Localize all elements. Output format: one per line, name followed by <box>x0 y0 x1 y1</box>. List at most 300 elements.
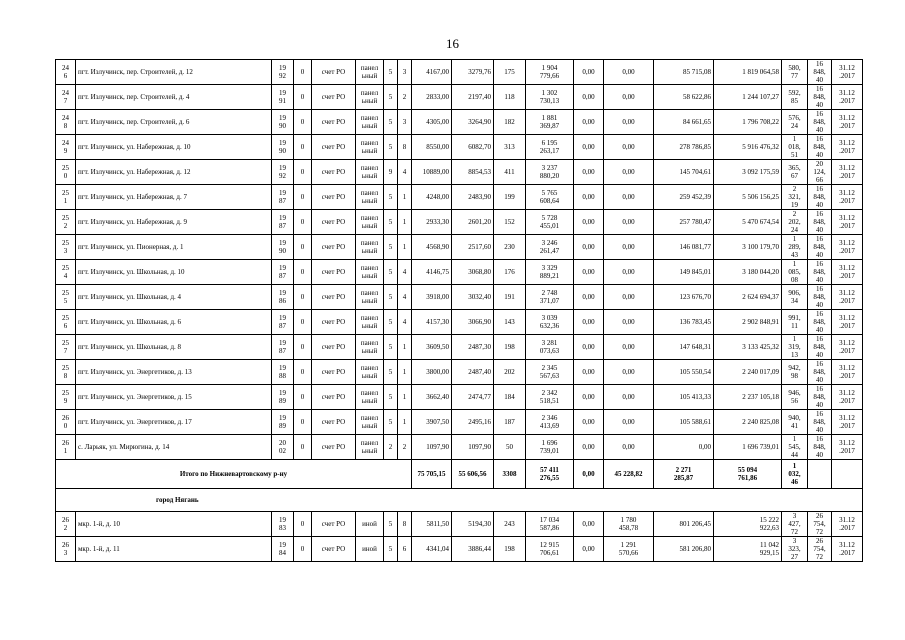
unit-cost-cell: 576, 24 <box>782 110 808 135</box>
living-area-cell: 2601,20 <box>452 210 494 235</box>
entrances-cell: 4 <box>398 260 412 285</box>
total-empty-1 <box>808 460 832 489</box>
wall-material-cell: панел ьный <box>356 335 384 360</box>
total-cost-cell: 1 696 739,01 <box>526 435 574 460</box>
row-number-cell: 25 2 <box>56 210 76 235</box>
deadline-date-cell: 31.12 .2017 <box>832 160 863 185</box>
max-unit-cost-cell: 16 848, 40 <box>808 335 832 360</box>
unit-cost-cell: 3 323, 27 <box>782 537 808 562</box>
zero-value-cell: 0 <box>294 310 312 335</box>
cost-regional-cell: 0,00 <box>604 160 654 185</box>
unit-cost-cell: 1 545, 44 <box>782 435 808 460</box>
cost-local-cell: 149 845,01 <box>654 260 714 285</box>
entrances-cell: 8 <box>398 512 412 537</box>
address-cell: с. Ларьяк, ул. Мирюгина, д. 14 <box>76 435 272 460</box>
floors-cell: 5 <box>384 335 398 360</box>
entrances-cell: 2 <box>398 435 412 460</box>
total-cost-cell: 17 034 587,86 <box>526 512 574 537</box>
deadline-date-cell: 31.12 .2017 <box>832 385 863 410</box>
cost-federal-cell: 0,00 <box>574 160 604 185</box>
table-total <box>56 460 863 512</box>
max-unit-cost-cell: 16 848, 40 <box>808 260 832 285</box>
total-area-cell: 3907,50 <box>412 410 452 435</box>
max-unit-cost-cell: 16 848, 40 <box>808 185 832 210</box>
entrances-cell: 1 <box>398 335 412 360</box>
entrances-cell: 2 <box>398 85 412 110</box>
max-unit-cost-cell: 16 848, 40 <box>808 60 832 85</box>
cost-owners-cell: 2 624 694,37 <box>714 285 782 310</box>
living-area-cell: 8854,53 <box>452 160 494 185</box>
account-type-cell: счет РО <box>312 185 356 210</box>
cost-local-cell: 581 206,80 <box>654 537 714 562</box>
entrances-cell: 8 <box>398 135 412 160</box>
unit-cost-cell: 942, 98 <box>782 360 808 385</box>
cost-regional-cell: 0,00 <box>604 335 654 360</box>
cost-federal-cell: 0,00 <box>574 135 604 160</box>
account-type-cell: счет РО <box>312 435 356 460</box>
unit-cost-cell: 1 018, 51 <box>782 135 808 160</box>
living-area-cell: 3264,90 <box>452 110 494 135</box>
table-row <box>56 210 863 235</box>
address-cell: пгт. Излучинск, ул. Школьная, д. 6 <box>76 310 272 335</box>
unit-cost-cell: 1 319, 13 <box>782 335 808 360</box>
account-type-cell: счет РО <box>312 60 356 85</box>
residents-cell: 313 <box>494 135 526 160</box>
cost-regional-cell: 0,00 <box>604 135 654 160</box>
total-label: Итого по Нижневартовскому р-ну <box>56 460 412 489</box>
row-number-cell: 26 1 <box>56 435 76 460</box>
cost-federal-cell: 0,00 <box>574 110 604 135</box>
cost-local-cell: 146 081,77 <box>654 235 714 260</box>
floors-cell: 5 <box>384 310 398 335</box>
floors-cell: 5 <box>384 260 398 285</box>
table-row <box>56 537 863 562</box>
address-cell: пгт. Излучинск, ул. Школьная, д. 8 <box>76 335 272 360</box>
cost-local-cell: 105 413,33 <box>654 385 714 410</box>
wall-material-cell: панел ьный <box>356 385 384 410</box>
floors-cell: 5 <box>384 210 398 235</box>
zero-value-cell: 0 <box>294 435 312 460</box>
total-area-cell: 4341,04 <box>412 537 452 562</box>
zero-value-cell: 0 <box>294 410 312 435</box>
max-unit-cost-cell: 16 848, 40 <box>808 235 832 260</box>
table-row <box>56 285 863 310</box>
table-row <box>56 85 863 110</box>
wall-material-cell: панел ьный <box>356 410 384 435</box>
table-row <box>56 512 863 537</box>
entrances-cell: 1 <box>398 210 412 235</box>
deadline-date-cell: 31.12 .2017 <box>832 135 863 160</box>
entrances-cell: 4 <box>398 285 412 310</box>
row-number-cell: 25 7 <box>56 335 76 360</box>
deadline-date-cell: 31.12 .2017 <box>832 185 863 210</box>
total-area-cell: 2933,30 <box>412 210 452 235</box>
unit-cost-cell: 1 085, 08 <box>782 260 808 285</box>
total-area-cell: 5811,50 <box>412 512 452 537</box>
residents-cell: 191 <box>494 285 526 310</box>
total-row <box>56 460 863 489</box>
cost-federal-cell: 0,00 <box>574 410 604 435</box>
wall-material-cell: панел ьный <box>356 435 384 460</box>
cost-local-cell: 58 622,86 <box>654 85 714 110</box>
build-year-cell: 19 87 <box>272 260 294 285</box>
cost-owners-cell: 2 237 105,18 <box>714 385 782 410</box>
address-cell: пгт. Излучинск, ул. Школьная, д. 10 <box>76 260 272 285</box>
unit-cost-cell: 592, 85 <box>782 85 808 110</box>
floors-cell: 5 <box>384 60 398 85</box>
floors-cell: 5 <box>384 235 398 260</box>
cost-owners-cell: 2 240 825,08 <box>714 410 782 435</box>
residents-cell: 411 <box>494 160 526 185</box>
total-cost-cell: 2 748 371,07 <box>526 285 574 310</box>
row-number-cell: 26 0 <box>56 410 76 435</box>
address-cell: пгт. Излучинск, ул. Набережная, д. 9 <box>76 210 272 235</box>
cost-local-cell: 0,00 <box>654 435 714 460</box>
max-unit-cost-cell: 16 848, 40 <box>808 435 832 460</box>
floors-cell: 5 <box>384 385 398 410</box>
entrances-cell: 1 <box>398 235 412 260</box>
address-cell: пгт. Излучинск, ул. Энергетиков, д. 17 <box>76 410 272 435</box>
total-cost-cell: 6 195 263,17 <box>526 135 574 160</box>
deadline-date-cell: 31.12 .2017 <box>832 110 863 135</box>
table-row <box>56 110 863 135</box>
deadline-date-cell: 31.12 .2017 <box>832 360 863 385</box>
max-unit-cost-cell: 16 848, 40 <box>808 135 832 160</box>
cost-regional-cell: 0,00 <box>604 410 654 435</box>
residents-cell: 184 <box>494 385 526 410</box>
table-body-nizhnevartovsk <box>56 60 863 460</box>
floors-cell: 5 <box>384 360 398 385</box>
cost-local-cell: 147 648,31 <box>654 335 714 360</box>
account-type-cell: счет РО <box>312 85 356 110</box>
build-year-cell: 19 90 <box>272 235 294 260</box>
row-number-cell: 25 5 <box>56 285 76 310</box>
entrances-cell: 6 <box>398 537 412 562</box>
deadline-date-cell: 31.12 .2017 <box>832 435 863 460</box>
deadline-date-cell: 31.12 .2017 <box>832 285 863 310</box>
deadline-date-cell: 31.12 .2017 <box>832 512 863 537</box>
deadline-date-cell: 31.12 .2017 <box>832 85 863 110</box>
residents-cell: 187 <box>494 410 526 435</box>
total-area2: 55 606,56 <box>452 460 494 489</box>
build-year-cell: 19 92 <box>272 60 294 85</box>
living-area-cell: 3068,80 <box>452 260 494 285</box>
zero-value-cell: 0 <box>294 110 312 135</box>
deadline-date-cell: 31.12 .2017 <box>832 537 863 562</box>
address-cell: пгт. Излучинск, ул. Пионерная, д. 1 <box>76 235 272 260</box>
total-cost: 57 411 276,55 <box>526 460 574 489</box>
row-number-cell: 26 2 <box>56 512 76 537</box>
address-cell: пгт. Излучинск, ул. Набережная, д. 7 <box>76 185 272 210</box>
zero-value-cell: 0 <box>294 260 312 285</box>
address-cell: пгт. Излучинск, ул. Набережная, д. 12 <box>76 160 272 185</box>
entrances-cell: 1 <box>398 410 412 435</box>
wall-material-cell: панел ьный <box>356 135 384 160</box>
account-type-cell: счет РО <box>312 210 356 235</box>
deadline-date-cell: 31.12 .2017 <box>832 335 863 360</box>
total-cost-cell: 1 904 779,66 <box>526 60 574 85</box>
zero-value-cell: 0 <box>294 60 312 85</box>
living-area-cell: 2474,77 <box>452 385 494 410</box>
floors-cell: 5 <box>384 135 398 160</box>
wall-material-cell: панел ьный <box>356 310 384 335</box>
total-empty-2 <box>832 460 863 489</box>
residents-cell: 202 <box>494 360 526 385</box>
total-area-cell: 2833,00 <box>412 85 452 110</box>
floors-cell: 5 <box>384 285 398 310</box>
floors-cell: 2 <box>384 435 398 460</box>
total-area-cell: 4157,30 <box>412 310 452 335</box>
total-cost-cell: 12 915 706,61 <box>526 537 574 562</box>
cost-owners-cell: 15 222 922,63 <box>714 512 782 537</box>
table-row <box>56 335 863 360</box>
wall-material-cell: панел ьный <box>356 210 384 235</box>
table-body-nyagan <box>56 512 863 562</box>
unit-cost-cell: 991, 11 <box>782 310 808 335</box>
residents-cell: 175 <box>494 60 526 85</box>
cost-local-cell: 145 704,61 <box>654 160 714 185</box>
cost-owners-cell: 3 133 425,32 <box>714 335 782 360</box>
unit-cost-cell: 906, 34 <box>782 285 808 310</box>
total-cost-cell: 2 345 567,63 <box>526 360 574 385</box>
account-type-cell: счет РО <box>312 335 356 360</box>
cost-federal-cell: 0,00 <box>574 512 604 537</box>
cost-owners-cell: 3 180 044,20 <box>714 260 782 285</box>
cost-federal-cell: 0,00 <box>574 435 604 460</box>
row-number-cell: 25 3 <box>56 235 76 260</box>
total-area-cell: 4305,00 <box>412 110 452 135</box>
build-year-cell: 19 86 <box>272 285 294 310</box>
wall-material-cell: панел ьный <box>356 60 384 85</box>
total-cost-cell: 3 329 889,21 <box>526 260 574 285</box>
total-area-cell: 4167,00 <box>412 60 452 85</box>
max-unit-cost-cell: 16 848, 40 <box>808 110 832 135</box>
cost-federal-cell: 0,00 <box>574 310 604 335</box>
residents-cell: 152 <box>494 210 526 235</box>
entrances-cell: 4 <box>398 310 412 335</box>
floors-cell: 5 <box>384 85 398 110</box>
entrances-cell: 1 <box>398 185 412 210</box>
zero-value-cell: 0 <box>294 360 312 385</box>
total-area-cell: 4248,00 <box>412 185 452 210</box>
cost-owners-cell: 5 470 674,54 <box>714 210 782 235</box>
cost-owners-cell: 3 100 179,70 <box>714 235 782 260</box>
table-row <box>56 60 863 85</box>
build-year-cell: 19 90 <box>272 135 294 160</box>
deadline-date-cell: 31.12 .2017 <box>832 260 863 285</box>
build-year-cell: 19 88 <box>272 360 294 385</box>
unit-cost-cell: 2 202, 24 <box>782 210 808 235</box>
cost-local-cell: 257 780,47 <box>654 210 714 235</box>
entrances-cell: 1 <box>398 385 412 410</box>
wall-material-cell: панел ьный <box>356 160 384 185</box>
cost-regional-cell: 0,00 <box>604 110 654 135</box>
build-year-cell: 19 87 <box>272 335 294 360</box>
account-type-cell: счет РО <box>312 512 356 537</box>
cost-federal-cell: 0,00 <box>574 260 604 285</box>
residents-cell: 199 <box>494 185 526 210</box>
account-type-cell: счет РО <box>312 537 356 562</box>
table-row <box>56 185 863 210</box>
total-area-cell: 3918,00 <box>412 285 452 310</box>
address-cell: пгт. Излучинск, пер. Строителей, д. 6 <box>76 110 272 135</box>
cost-owners-cell: 2 240 017,09 <box>714 360 782 385</box>
address-cell: пгт. Излучинск, ул. Энергетиков, д. 15 <box>76 385 272 410</box>
account-type-cell: счет РО <box>312 360 356 385</box>
build-year-cell: 19 90 <box>272 110 294 135</box>
cost-regional-cell: 0,00 <box>604 310 654 335</box>
cost-regional-cell: 0,00 <box>604 60 654 85</box>
max-unit-cost-cell: 26 754, 72 <box>808 512 832 537</box>
unit-cost-cell: 946, 56 <box>782 385 808 410</box>
cost-owners-cell: 1 819 064,58 <box>714 60 782 85</box>
row-number-cell: 26 3 <box>56 537 76 562</box>
floors-cell: 9 <box>384 160 398 185</box>
table-row <box>56 310 863 335</box>
wall-material-cell: иной <box>356 537 384 562</box>
entrances-cell: 3 <box>398 60 412 85</box>
total-v5: 1 032, 46 <box>782 460 808 489</box>
total-v2: 45 228,82 <box>604 460 654 489</box>
wall-material-cell: панел ьный <box>356 85 384 110</box>
wall-material-cell: иной <box>356 512 384 537</box>
build-year-cell: 19 87 <box>272 185 294 210</box>
total-v4: 55 094 761,86 <box>714 460 782 489</box>
account-type-cell: счет РО <box>312 235 356 260</box>
residents-cell: 198 <box>494 335 526 360</box>
unit-cost-cell: 580, 77 <box>782 60 808 85</box>
zero-value-cell: 0 <box>294 537 312 562</box>
residents-cell: 182 <box>494 110 526 135</box>
account-type-cell: счет РО <box>312 110 356 135</box>
section-title: город Нягань <box>56 489 863 512</box>
row-number-cell: 25 9 <box>56 385 76 410</box>
living-area-cell: 2483,90 <box>452 185 494 210</box>
address-cell: мкр. 1-й, д. 10 <box>76 512 272 537</box>
total-area-cell: 3609,50 <box>412 335 452 360</box>
living-area-cell: 3066,90 <box>452 310 494 335</box>
row-number-cell: 25 6 <box>56 310 76 335</box>
floors-cell: 5 <box>384 512 398 537</box>
living-area-cell: 3886,44 <box>452 537 494 562</box>
table-row <box>56 260 863 285</box>
zero-value-cell: 0 <box>294 512 312 537</box>
cost-federal-cell: 0,00 <box>574 185 604 210</box>
total-area1: 75 705,15 <box>412 460 452 489</box>
living-area-cell: 5194,30 <box>452 512 494 537</box>
section-row <box>56 489 863 512</box>
cost-federal-cell: 0,00 <box>574 60 604 85</box>
residents-cell: 143 <box>494 310 526 335</box>
entrances-cell: 4 <box>398 160 412 185</box>
cost-federal-cell: 0,00 <box>574 360 604 385</box>
cost-owners-cell: 1 696 739,01 <box>714 435 782 460</box>
housing-register-table <box>55 59 863 562</box>
max-unit-cost-cell: 16 848, 40 <box>808 310 832 335</box>
wall-material-cell: панел ьный <box>356 360 384 385</box>
wall-material-cell: панел ьный <box>356 185 384 210</box>
page-number: 16 <box>446 36 459 51</box>
wall-material-cell: панел ьный <box>356 110 384 135</box>
address-cell: пгт. Излучинск, ул. Школьная, д. 4 <box>76 285 272 310</box>
living-area-cell: 2495,16 <box>452 410 494 435</box>
cost-federal-cell: 0,00 <box>574 210 604 235</box>
total-area-cell: 4568,90 <box>412 235 452 260</box>
living-area-cell: 2487,40 <box>452 360 494 385</box>
wall-material-cell: панел ьный <box>356 260 384 285</box>
zero-value-cell: 0 <box>294 135 312 160</box>
cost-regional-cell: 1 291 570,66 <box>604 537 654 562</box>
table-row <box>56 410 863 435</box>
build-year-cell: 19 83 <box>272 512 294 537</box>
max-unit-cost-cell: 16 848, 40 <box>808 360 832 385</box>
total-cost-cell: 1 881 369,87 <box>526 110 574 135</box>
unit-cost-cell: 365, 67 <box>782 160 808 185</box>
cost-local-cell: 85 715,08 <box>654 60 714 85</box>
cost-local-cell: 84 661,65 <box>654 110 714 135</box>
row-number-cell: 25 1 <box>56 185 76 210</box>
address-cell: пгт. Излучинск, ул. Набережная, д. 10 <box>76 135 272 160</box>
cost-regional-cell: 0,00 <box>604 260 654 285</box>
unit-cost-cell: 1 289, 43 <box>782 235 808 260</box>
total-cost-cell: 5 728 455,01 <box>526 210 574 235</box>
row-number-cell: 24 9 <box>56 135 76 160</box>
max-unit-cost-cell: 16 848, 40 <box>808 85 832 110</box>
build-year-cell: 19 89 <box>272 385 294 410</box>
zero-value-cell: 0 <box>294 335 312 360</box>
zero-value-cell: 0 <box>294 385 312 410</box>
build-year-cell: 19 87 <box>272 210 294 235</box>
total-area-cell: 10889,00 <box>412 160 452 185</box>
cost-regional-cell: 0,00 <box>604 85 654 110</box>
living-area-cell: 6082,70 <box>452 135 494 160</box>
total-area-cell: 3800,00 <box>412 360 452 385</box>
account-type-cell: счет РО <box>312 385 356 410</box>
max-unit-cost-cell: 16 848, 40 <box>808 410 832 435</box>
cost-regional-cell: 0,00 <box>604 435 654 460</box>
cost-local-cell: 136 783,45 <box>654 310 714 335</box>
row-number-cell: 24 8 <box>56 110 76 135</box>
living-area-cell: 1097,90 <box>452 435 494 460</box>
living-area-cell: 2197,40 <box>452 85 494 110</box>
total-v3: 2 271 285,87 <box>654 460 714 489</box>
zero-value-cell: 0 <box>294 235 312 260</box>
living-area-cell: 3279,76 <box>452 60 494 85</box>
total-cost-cell: 2 346 413,69 <box>526 410 574 435</box>
deadline-date-cell: 31.12 .2017 <box>832 210 863 235</box>
table-row <box>56 385 863 410</box>
zero-value-cell: 0 <box>294 210 312 235</box>
build-year-cell: 20 02 <box>272 435 294 460</box>
cost-federal-cell: 0,00 <box>574 85 604 110</box>
total-cost-cell: 3 281 073,63 <box>526 335 574 360</box>
max-unit-cost-cell: 16 848, 40 <box>808 285 832 310</box>
table-row <box>56 360 863 385</box>
account-type-cell: счет РО <box>312 260 356 285</box>
entrances-cell: 3 <box>398 110 412 135</box>
deadline-date-cell: 31.12 .2017 <box>832 410 863 435</box>
deadline-date-cell: 31.12 .2017 <box>832 310 863 335</box>
max-unit-cost-cell: 20 124, 66 <box>808 160 832 185</box>
build-year-cell: 19 87 <box>272 310 294 335</box>
cost-federal-cell: 0,00 <box>574 537 604 562</box>
total-v1: 0,00 <box>574 460 604 489</box>
build-year-cell: 19 89 <box>272 410 294 435</box>
total-cost-cell: 3 039 632,36 <box>526 310 574 335</box>
wall-material-cell: панел ьный <box>356 235 384 260</box>
residents-cell: 118 <box>494 85 526 110</box>
cost-owners-cell: 3 092 175,59 <box>714 160 782 185</box>
